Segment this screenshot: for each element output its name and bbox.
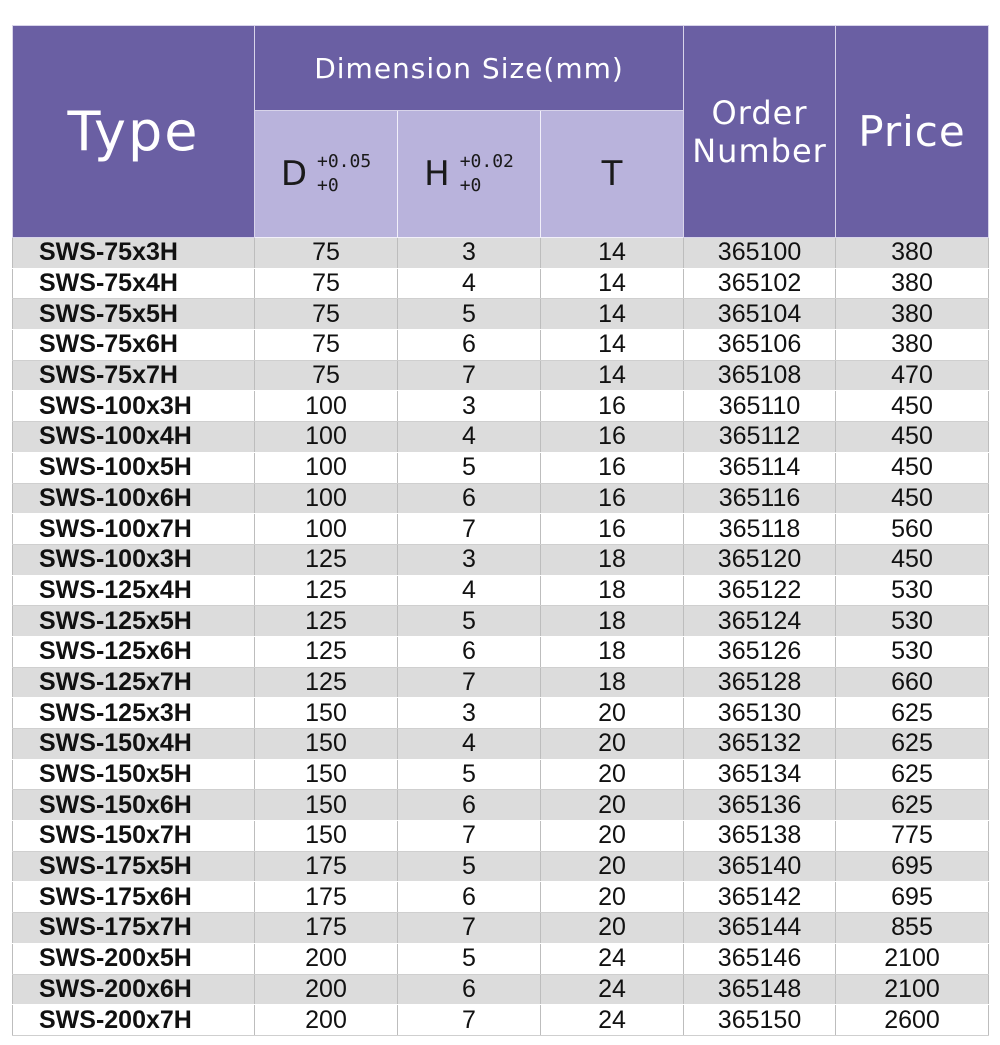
table-row	[13, 943, 989, 974]
type-cell: SWS-100x5H	[13, 452, 255, 483]
price-cell: 530	[836, 606, 989, 637]
d-cell: 100	[255, 452, 398, 483]
table-row	[13, 268, 989, 299]
order-number-cell: 365116	[684, 483, 836, 514]
order-number-cell: 365146	[684, 943, 836, 974]
table-row	[13, 790, 989, 821]
t-column-header	[541, 111, 684, 238]
t-cell: 20	[541, 759, 684, 790]
h-cell: 7	[398, 1005, 541, 1036]
d-cell: 175	[255, 913, 398, 944]
d-tolerance	[317, 150, 371, 198]
price-cell: 625	[836, 698, 989, 729]
h-cell: 6	[398, 330, 541, 361]
type-cell: SWS-150x4H	[13, 729, 255, 760]
order-number-cell: 365136	[684, 790, 836, 821]
t-cell: 20	[541, 882, 684, 913]
type-cell: SWS-125x3H	[13, 698, 255, 729]
type-cell: SWS-100x4H	[13, 422, 255, 453]
order-number-cell: 365140	[684, 851, 836, 882]
table-row	[13, 759, 989, 790]
h-cell: 7	[398, 514, 541, 545]
price-cell: 530	[836, 575, 989, 606]
table-row	[13, 514, 989, 545]
d-cell: 200	[255, 1005, 398, 1036]
table-row	[13, 483, 989, 514]
d-cell: 175	[255, 882, 398, 913]
h-cell: 5	[398, 759, 541, 790]
table-row	[13, 851, 989, 882]
type-cell: SWS-100x3H	[13, 391, 255, 422]
type-cell: SWS-200x7H	[13, 1005, 255, 1036]
order-number-cell: 365100	[684, 238, 836, 269]
price-cell: 695	[836, 882, 989, 913]
price-cell: 470	[836, 360, 989, 391]
h-cell: 6	[398, 974, 541, 1005]
table-row	[13, 913, 989, 944]
table-body	[13, 238, 989, 1036]
table-row	[13, 330, 989, 361]
table-row	[13, 636, 989, 667]
t-cell: 14	[541, 299, 684, 330]
type-cell: SWS-200x6H	[13, 974, 255, 1005]
type-cell: SWS-75x4H	[13, 268, 255, 299]
h-cell: 5	[398, 851, 541, 882]
product-table	[12, 25, 988, 1036]
price-cell: 695	[836, 851, 989, 882]
price-cell: 380	[836, 238, 989, 269]
t-cell: 20	[541, 790, 684, 821]
h-column-header	[398, 111, 541, 238]
table-row	[13, 698, 989, 729]
type-cell: SWS-200x5H	[13, 943, 255, 974]
d-cell: 75	[255, 360, 398, 391]
t-cell: 18	[541, 575, 684, 606]
t-cell: 20	[541, 729, 684, 760]
price-cell: 2100	[836, 943, 989, 974]
order-header-line2: Number	[692, 131, 827, 170]
type-cell: SWS-100x3H	[13, 544, 255, 575]
h-cell: 3	[398, 544, 541, 575]
type-cell: SWS-150x6H	[13, 790, 255, 821]
type-cell: SWS-125x7H	[13, 667, 255, 698]
order-number-cell: 365134	[684, 759, 836, 790]
h-cell: 3	[398, 238, 541, 269]
t-cell: 18	[541, 667, 684, 698]
d-cell: 75	[255, 330, 398, 361]
type-header: Type	[13, 26, 255, 238]
price-cell: 450	[836, 544, 989, 575]
table-row	[13, 299, 989, 330]
type-cell: SWS-75x5H	[13, 299, 255, 330]
order-number-cell: 365142	[684, 882, 836, 913]
table-row	[13, 821, 989, 852]
type-cell: SWS-100x6H	[13, 483, 255, 514]
h-cell: 4	[398, 422, 541, 453]
d-tolerance-lower: +0	[317, 175, 339, 196]
order-number-cell: 365114	[684, 452, 836, 483]
d-cell: 200	[255, 943, 398, 974]
order-number-cell: 365132	[684, 729, 836, 760]
type-cell: SWS-175x6H	[13, 882, 255, 913]
type-cell: SWS-75x6H	[13, 330, 255, 361]
order-number-cell: 365144	[684, 913, 836, 944]
d-cell: 100	[255, 514, 398, 545]
price-cell: 855	[836, 913, 989, 944]
table-row	[13, 544, 989, 575]
t-cell: 14	[541, 330, 684, 361]
h-cell: 5	[398, 452, 541, 483]
h-letter: H	[424, 154, 450, 194]
t-cell: 18	[541, 636, 684, 667]
price-cell: 450	[836, 422, 989, 453]
order-number-cell: 365148	[684, 974, 836, 1005]
table-row	[13, 667, 989, 698]
price-cell: 775	[836, 821, 989, 852]
h-tolerance	[460, 150, 514, 198]
type-cell: SWS-150x7H	[13, 821, 255, 852]
t-cell: 18	[541, 606, 684, 637]
order-number-cell: 365106	[684, 330, 836, 361]
h-cell: 7	[398, 821, 541, 852]
price-cell: 2600	[836, 1005, 989, 1036]
table-row	[13, 1005, 989, 1036]
price-cell: 450	[836, 483, 989, 514]
type-cell: SWS-100x7H	[13, 514, 255, 545]
d-cell: 125	[255, 575, 398, 606]
price-cell: 625	[836, 790, 989, 821]
h-cell: 5	[398, 299, 541, 330]
order-number-cell: 365102	[684, 268, 836, 299]
type-cell: SWS-125x5H	[13, 606, 255, 637]
dimension-size-header: Dimension Size(mm)	[255, 26, 684, 111]
h-cell: 3	[398, 698, 541, 729]
order-number-cell: 365150	[684, 1005, 836, 1036]
d-cell: 150	[255, 698, 398, 729]
d-cell: 100	[255, 483, 398, 514]
price-cell: 625	[836, 759, 989, 790]
t-letter: T	[601, 154, 623, 194]
h-cell: 7	[398, 360, 541, 391]
order-number-cell: 365138	[684, 821, 836, 852]
price-cell: 660	[836, 667, 989, 698]
table-row	[13, 882, 989, 913]
price-cell: 530	[836, 636, 989, 667]
order-number-cell: 365128	[684, 667, 836, 698]
price-cell: 450	[836, 391, 989, 422]
order-number-cell: 365104	[684, 299, 836, 330]
type-cell: SWS-75x7H	[13, 360, 255, 391]
price-cell: 625	[836, 729, 989, 760]
table-row	[13, 422, 989, 453]
price-cell: 380	[836, 268, 989, 299]
order-header-line1: Order	[711, 93, 808, 132]
t-cell: 14	[541, 268, 684, 299]
price-cell: 560	[836, 514, 989, 545]
h-tolerance-upper: +0.02	[459, 151, 514, 172]
h-cell: 5	[398, 606, 541, 637]
type-cell: SWS-175x5H	[13, 851, 255, 882]
t-cell: 14	[541, 238, 684, 269]
d-cell: 175	[255, 851, 398, 882]
d-cell: 100	[255, 391, 398, 422]
order-number-cell: 365126	[684, 636, 836, 667]
h-cell: 4	[398, 729, 541, 760]
t-cell: 16	[541, 483, 684, 514]
type-cell: SWS-150x5H	[13, 759, 255, 790]
type-cell: SWS-125x6H	[13, 636, 255, 667]
t-cell: 20	[541, 698, 684, 729]
h-cell: 6	[398, 882, 541, 913]
t-cell: 14	[541, 360, 684, 391]
d-cell: 200	[255, 974, 398, 1005]
order-number-cell: 365120	[684, 544, 836, 575]
table-row	[13, 575, 989, 606]
t-cell: 16	[541, 391, 684, 422]
d-cell: 125	[255, 667, 398, 698]
d-column-header	[255, 111, 398, 238]
order-number-cell: 365112	[684, 422, 836, 453]
table-row	[13, 452, 989, 483]
table-row	[13, 238, 989, 269]
h-cell: 6	[398, 790, 541, 821]
price-cell: 450	[836, 452, 989, 483]
price-cell: 380	[836, 299, 989, 330]
h-cell: 7	[398, 913, 541, 944]
t-cell: 18	[541, 544, 684, 575]
price-header: Price	[836, 26, 989, 238]
h-cell: 6	[398, 636, 541, 667]
price-cell: 380	[836, 330, 989, 361]
spec-table	[12, 25, 989, 1036]
t-cell: 16	[541, 452, 684, 483]
d-cell: 150	[255, 729, 398, 760]
h-tolerance-lower: +0	[459, 175, 482, 196]
order-number-cell: 365110	[684, 391, 836, 422]
price-cell: 2100	[836, 974, 989, 1005]
d-tolerance-upper: +0.05	[317, 151, 372, 172]
t-cell: 20	[541, 821, 684, 852]
table-row	[13, 729, 989, 760]
table-row	[13, 974, 989, 1005]
order-number-header	[684, 26, 836, 238]
t-cell: 24	[541, 1005, 684, 1036]
t-cell: 24	[541, 943, 684, 974]
h-cell: 3	[398, 391, 541, 422]
t-cell: 20	[541, 913, 684, 944]
d-cell: 150	[255, 821, 398, 852]
table-row	[13, 391, 989, 422]
h-cell: 4	[398, 268, 541, 299]
type-cell: SWS-175x7H	[13, 913, 255, 944]
d-cell: 150	[255, 790, 398, 821]
type-cell: SWS-75x3H	[13, 238, 255, 269]
t-cell: 16	[541, 514, 684, 545]
d-cell: 125	[255, 544, 398, 575]
d-cell: 125	[255, 606, 398, 637]
h-cell: 4	[398, 575, 541, 606]
d-letter: D	[280, 154, 307, 194]
h-cell: 5	[398, 943, 541, 974]
t-cell: 24	[541, 974, 684, 1005]
order-number-cell: 365124	[684, 606, 836, 637]
h-cell: 7	[398, 667, 541, 698]
order-number-cell: 365108	[684, 360, 836, 391]
d-cell: 150	[255, 759, 398, 790]
d-cell: 75	[255, 268, 398, 299]
h-cell: 6	[398, 483, 541, 514]
d-cell: 100	[255, 422, 398, 453]
order-number-cell: 365118	[684, 514, 836, 545]
t-cell: 16	[541, 422, 684, 453]
type-cell: SWS-125x4H	[13, 575, 255, 606]
table-row	[13, 606, 989, 637]
d-cell: 125	[255, 636, 398, 667]
order-number-cell: 365122	[684, 575, 836, 606]
d-cell: 75	[255, 299, 398, 330]
t-cell: 20	[541, 851, 684, 882]
table-row	[13, 360, 989, 391]
d-cell: 75	[255, 238, 398, 269]
order-number-cell: 365130	[684, 698, 836, 729]
